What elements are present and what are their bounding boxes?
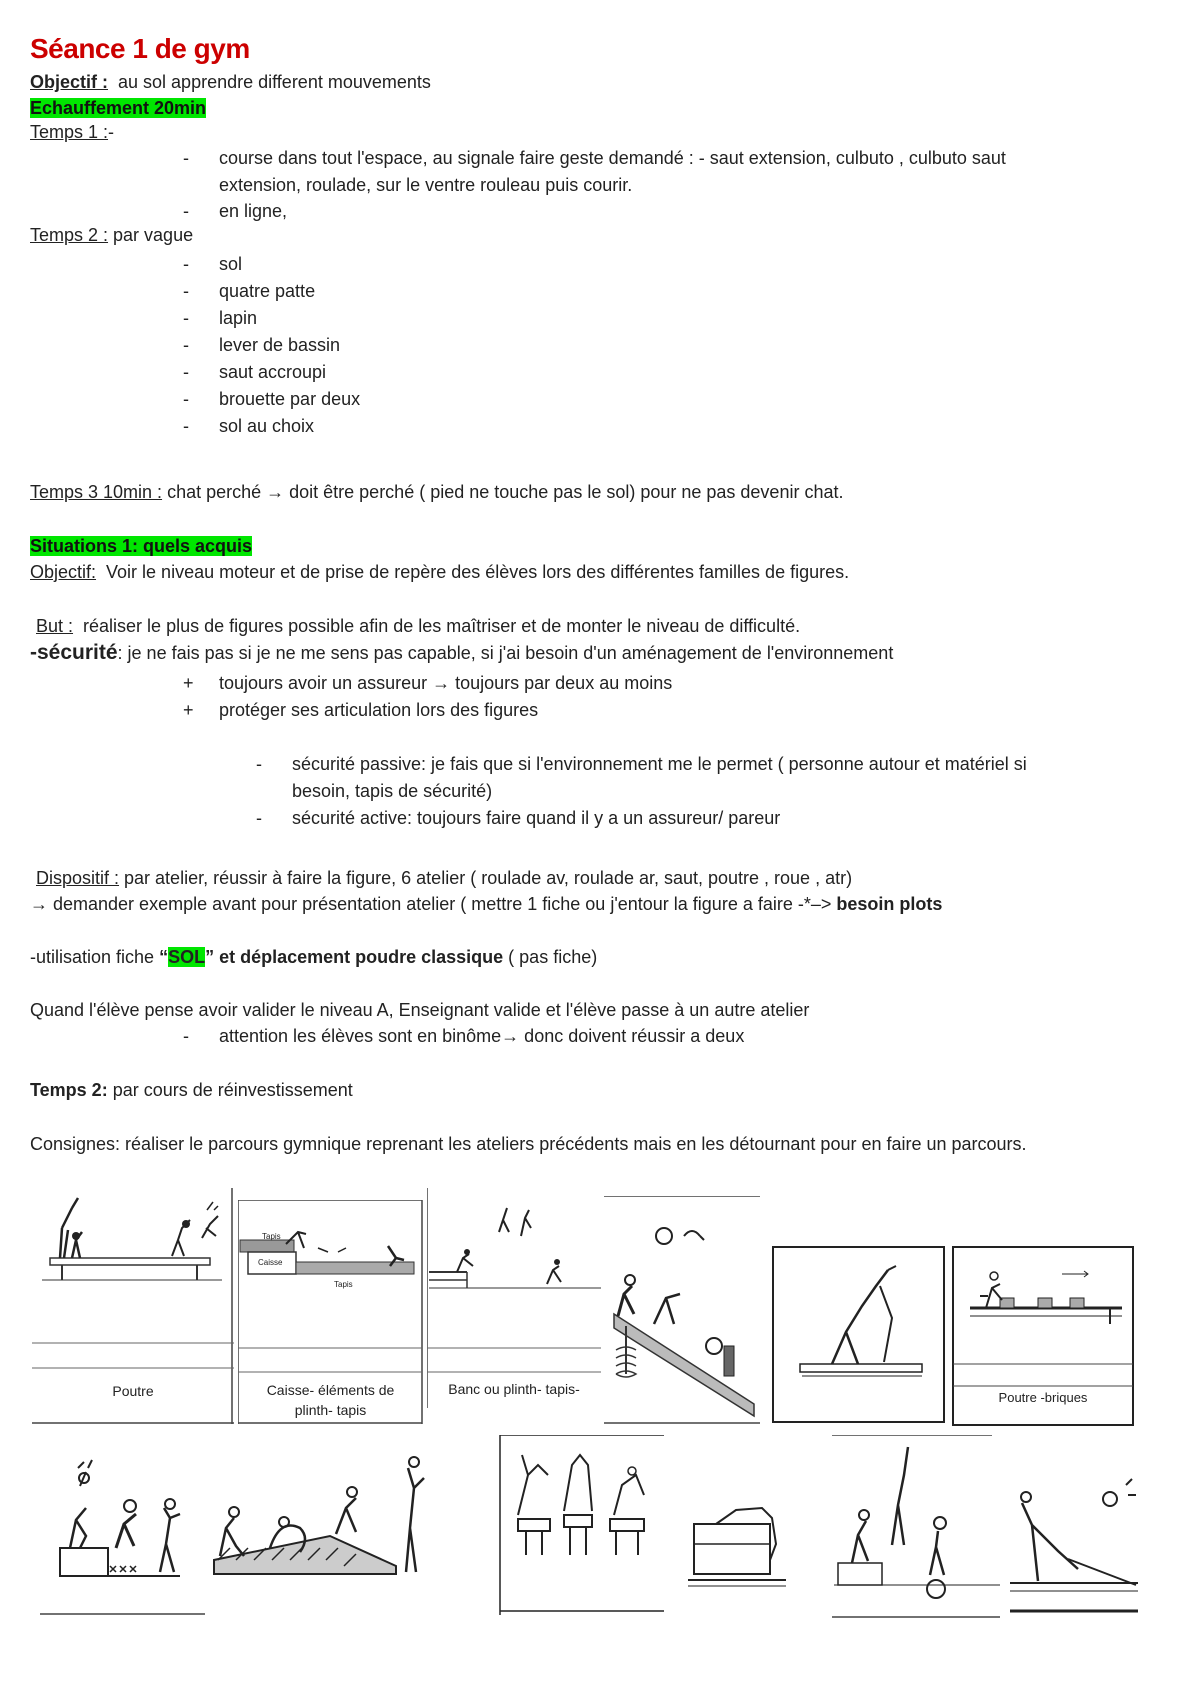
figure-caisse [238, 1200, 423, 1424]
temps1-line [30, 121, 114, 143]
figure-plan-incline [604, 1196, 760, 1424]
temps3-line [30, 481, 843, 503]
plan-incline-illustration [604, 1196, 760, 1424]
objectif-line [30, 71, 431, 93]
appui-incline-illustration [1008, 1465, 1138, 1613]
caption-caisse-1: Caisse- éléments de [266, 1382, 395, 1398]
document-page: Séance 1 de gym Objectif : au sol apprendre different mouvements Echauffement 20min Temps 1 :- - course dans tout l'espace, au signale faire geste demandé : - saut extension, culbuto , culbuto saut extension, roulade, sur le ventre rouleau puis courir. - en ligne, Temps 2 : par vague - sol - quatre patte - lapin - lever de bassin - saut accroupi - brouette par deux - sol au choix Temps 3 10min : chat perché → doit être perché ( pied ne touche pas le sol) pour ne pas devenir chat. Situations 1: quels acquis Objectif: Voir le niveau moteur et de prise de repère des élèves lors des différentes familles de figures. But : réaliser le plus de figures possible afin de les maîtriser et de monter le niveau de difficulté. -sécurité: je ne fais pas si je ne me sens pas capable, si j'ai besoin d'un aménagement de l'environnement + toujours avoir un assureur → toujours par deux au moins + protéger ses articulation lors des figures - sécurité passive: je fais que si l'environnement me le permet ( personne autour et matériel si besoin, tapis de sécurité) - sécurité active: toujours faire quand il y a un assureur/ pareur Dispositif : par atelier, réussir à faire la figure, 6 atelier ( roulade av, roulade ar, saut, poutre , roue , atr) → demander exemple avant pour présentation atelier ( mettre 1 fiche ou j'entour la figure a faire -*–> besoin plots -utilisation fiche “SOL” et déplacement poudre classique ( pas fiche) Quand l'élève pense avoir valider le niveau A, Enseignant valide et l'élève passe à un autre atelier - attention les élèves sont en binôme→ donc doivent réussir a deux Temps 2: par cours de réinvestissement Consignes: réaliser le parcours gymnique reprenant les ateliers précédents mais en les détournant pour en faire un parcours. Poutre Tapis Caisse Tapis Caisse- éléments de plinth- tapis Banc ou plinth- tapis- Poutre -briques [0, 0, 1200, 1697]
figure-saut-caisse [40, 1448, 205, 1618]
plinth-illustration [686, 1500, 806, 1595]
figure-poutre-briques [952, 1246, 1134, 1426]
temps3-text: chat perché → doit être perché ( pied ne touche pas le sol) pour ne pas devenir chat. [162, 482, 844, 502]
figure-saut-extension [832, 1435, 1000, 1620]
saut-extension-illustration [832, 1435, 1000, 1620]
echauffement-heading [30, 97, 206, 119]
temps2-reinvest-line: Temps 2: par cours de réinvestissement [30, 1080, 353, 1100]
label-tapis-bottom: Tapis [334, 1280, 353, 1289]
figure-plinth [686, 1500, 806, 1595]
barres-illustration [498, 1435, 664, 1615]
quand-line: Quand l'élève pense avoir valider le niveau A, Enseignant valide et l'élève passe à un autre atelier [30, 1000, 810, 1020]
consignes-line: Consignes: réaliser le parcours gymnique reprenant les ateliers précédents mais en les détournant pour en faire un parcours. [30, 1134, 1027, 1154]
temps2-text: par vague [108, 225, 194, 245]
saut-caisse-illustration [40, 1448, 205, 1618]
caption-banc: Banc ou plinth- tapis- [448, 1381, 580, 1397]
caption-briques: Poutre -briques [998, 1390, 1088, 1405]
caption-poutre: Poutre [112, 1383, 154, 1399]
figure-barres [498, 1435, 664, 1615]
but-line: But : réaliser le plus de figures possible afin de les maîtriser et de monter le niveau de difficulté. [36, 616, 801, 636]
temps3-label: Temps 3 10min : [30, 482, 163, 502]
figure-appui-incline [1008, 1465, 1138, 1613]
securite-line: -sécurité: je ne fais pas si je ne me sens pas capable, si j'ai besoin d'un aménagement de l'environnement [30, 641, 894, 664]
objectif-label: Objectif : [30, 72, 109, 92]
figure-roulade-plan [210, 1448, 450, 1578]
banc-illustration [427, 1188, 601, 1408]
objectif-text: au sol apprendre different mouvements [108, 72, 431, 92]
echauffement-label: Echauffement 20min [30, 98, 207, 118]
figure-roue [772, 1246, 945, 1423]
demander-line: → demander exemple avant pour présentation atelier ( mettre 1 fiche ou j'entour la figure a faire -*–> besoin plots [30, 894, 943, 914]
caption-caisse-2: plinth- tapis [294, 1402, 367, 1418]
figure-poutre [32, 1188, 234, 1424]
roulade-plan-illustration [210, 1448, 450, 1578]
page-title: Séance 1 de gym [30, 33, 250, 64]
label-tapis-top: Tapis [262, 1232, 281, 1241]
situations-objectif-line: Objectif: Voir le niveau moteur et de prise de repère des élèves lors des différentes familles de figures. [30, 562, 850, 582]
dispositif-line: Dispositif : par atelier, réussir à faire la figure, 6 atelier ( roulade av, roulade ar, saut, poutre , roue , atr) [36, 868, 853, 888]
label-caisse: Caisse [258, 1258, 283, 1267]
temps2-line [30, 224, 193, 246]
temps1-suffix: - [108, 122, 115, 142]
situations-heading: Situations 1: quels acquis [30, 536, 253, 556]
fiche-line: -utilisation fiche “SOL” et déplacement poudre classique ( pas fiche) [30, 947, 598, 967]
figure-banc [427, 1188, 601, 1408]
temps2-label: Temps 2 : [30, 225, 109, 245]
roue-illustration [772, 1246, 945, 1423]
temps1-label: Temps 1 : [30, 122, 109, 142]
